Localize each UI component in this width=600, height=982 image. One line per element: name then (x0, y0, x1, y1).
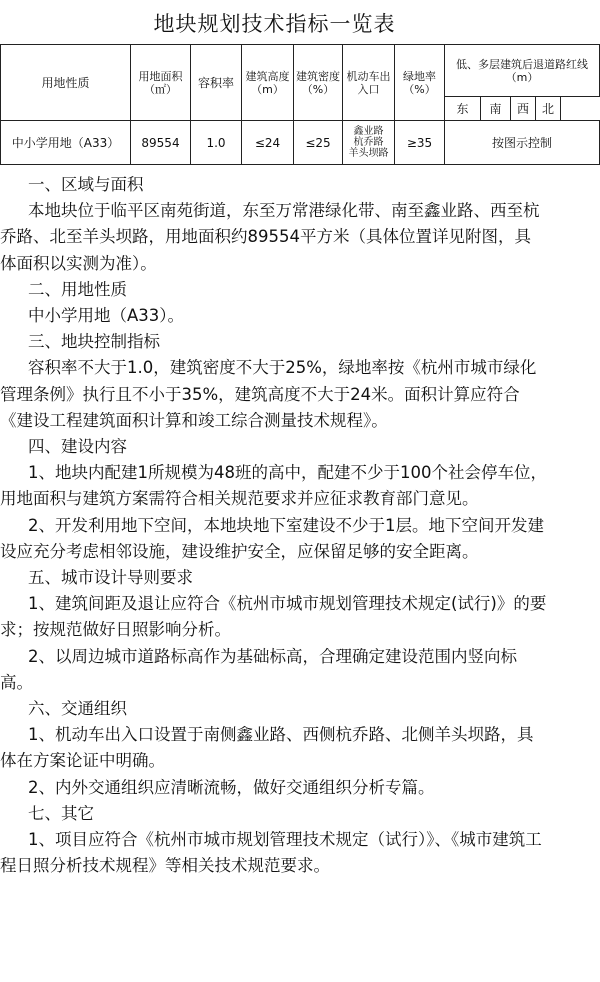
header-east: 东 (445, 97, 481, 121)
header-far: 容积率 (191, 45, 242, 121)
header-area: 用地面积（㎡） (131, 45, 191, 121)
header-density: 建筑密度（%） (294, 45, 343, 121)
page-title: 地块规划技术指标一览表 (153, 12, 396, 36)
header-height: 建筑高度（m） (242, 45, 294, 121)
section-paragraph: 本地块位于临平区南苑街道，东至万常港绿化带、南至鑫业路、西至杭乔路、北至羊头坝路，用地面积约89554平方米（具体位置详见附图，具体面积以实测为准）。 (0, 201, 540, 273)
section-paragraph: 容积率不大于1.0，建筑密度不大于25%，绿地率按《杭州市城市绿化管理条例》执行且不小于35%，建筑高度不大于24米。面积计算应符合《建设工程建筑面积计算和竣工综合测量技术规程》。 (0, 358, 537, 430)
cell-density: ≤25 (294, 121, 343, 165)
cell-setback: 按图示控制 (445, 121, 600, 165)
spec-table (0, 44, 600, 165)
header-green: 绿地率（%） (395, 45, 445, 121)
entrance-road: 杭乔路 (353, 137, 384, 148)
header-west: 西 (511, 97, 536, 121)
cell-land-use: 中小学用地（A33） (1, 121, 131, 165)
section-paragraph: 2、以周边城市道路标高作为基础标高，合理确定建设范围内竖向标高。 (0, 646, 517, 692)
header-land-use: 用地性质 (1, 45, 131, 121)
section-paragraph: 2、开发利用地下空间，本地块地下室建设不少于1层。地下空间开发建设应充分考虑相邻设施，建设维护安全，应保留足够的安全距离。 (0, 515, 544, 561)
document-body (0, 172, 549, 879)
section-heading: 六、交通组织 (28, 699, 127, 719)
cell-far: 1.0 (191, 121, 242, 165)
section-paragraph: 中小学用地（A33）。 (28, 306, 185, 326)
header-setback: 低、多层建筑后退道路红线（m） (445, 45, 600, 97)
header-north: 北 (536, 97, 561, 121)
cell-height: ≤24 (242, 121, 294, 165)
section-paragraph: 2、内外交通组织应清晰流畅，做好交通组织分析专篇。 (28, 777, 435, 797)
header-entrance: 机动车出入口 (343, 45, 395, 121)
cell-area: 89554 (131, 121, 191, 165)
cell-entrance (343, 121, 395, 165)
entrance-road: 鑫业路 (353, 126, 384, 137)
section-paragraph: 1、机动车出入口设置于南侧鑫业路、西侧杭乔路、北侧羊头坝路，具体在方案论证中明确。 (0, 725, 534, 771)
section-heading: 四、建设内容 (28, 437, 127, 457)
section-heading: 七、其它 (28, 803, 94, 823)
section-paragraph: 1、建筑间距及退让应符合《杭州市城市规划管理技术规定(试行)》的要求；按规范做好日照影响分析。 (0, 594, 547, 640)
cell-green: ≥35 (395, 121, 445, 165)
section-heading: 一、区域与面积 (28, 175, 144, 194)
section-paragraph: 1、地块内配建1所规模为48班的高中，配建不少于100个社会停车位，用地面积与建筑方案需符合相关规范要求并应征求教育部门意见。 (0, 463, 547, 509)
section-heading: 五、城市设计导则要求 (28, 568, 193, 588)
section-heading: 三、地块控制指标 (28, 332, 160, 352)
section-heading: 二、用地性质 (28, 279, 127, 299)
section-paragraph: 1、项目应符合《杭州市城市规划管理技术规定（试行）》、《城市建筑工程日照分析技术规程》等相关技术规范要求。 (0, 830, 542, 876)
entrance-road: 羊头坝路 (348, 148, 389, 159)
header-south: 南 (481, 97, 511, 121)
